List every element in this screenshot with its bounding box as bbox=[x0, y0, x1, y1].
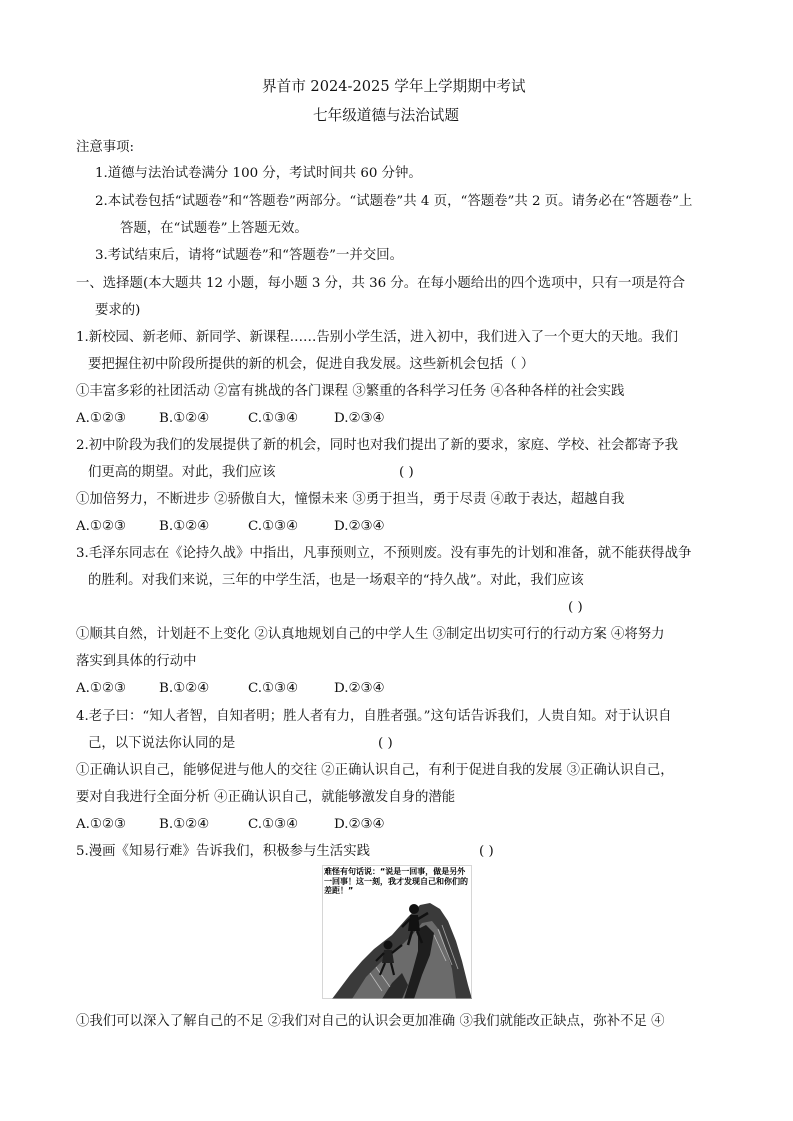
answer-paren: ( ) bbox=[399, 465, 414, 480]
question-stem: 4.老子曰：“知人者智，自知者明；胜人者有力，自胜者强。”这句话告诉我们，人贵自知。对于认识自 bbox=[76, 709, 672, 724]
cartoon-image bbox=[322, 865, 472, 999]
option-a[interactable]: A.①②③ bbox=[76, 681, 126, 696]
question-choices-cont: 落实到具体的行动中 bbox=[76, 654, 197, 669]
option-c[interactable]: C.①③④ bbox=[248, 817, 299, 832]
cartoon-caption: 难怪有句话说：“说是一回事，做是另外一回事！这一刻，我才发现自己和你们的差距！” bbox=[324, 867, 468, 895]
question-choices: ①我们可以深入了解自己的不足 ②我们对自己的认识会更加准确 ③我们就能改正缺点，弥补不足 ④ bbox=[76, 1014, 665, 1029]
notice-item: 答题，在“试题卷”上答题无效。 bbox=[120, 221, 308, 236]
option-d[interactable]: D.②③④ bbox=[334, 411, 385, 426]
question-stem-cont: 要把握住初中阶段所提供的新的机会，促进自我发展。这些新机会包括（ ） bbox=[88, 357, 535, 372]
option-a[interactable]: A.①②③ bbox=[76, 411, 126, 426]
question-stem-cont: 的胜利。对我们来说，三年的中学生活，也是一场艰辛的“持久战”。对此，我们应该 bbox=[88, 573, 584, 588]
option-b[interactable]: B.①②④ bbox=[159, 681, 210, 696]
answer-paren: ( ) bbox=[479, 844, 494, 859]
question-choices: ①顺其自然，计划赶不上变化 ②认真地规划自己的中学人生 ③制定出切实可行的行动方案 ④将努力 bbox=[76, 627, 665, 642]
option-a[interactable]: A.①②③ bbox=[76, 817, 126, 832]
question-choices: ①加倍努力，不断进步 ②骄傲自大，憧憬未来 ③勇于担当，勇于尽责 ④敢于表达，超越自我 bbox=[76, 492, 625, 507]
option-b[interactable]: B.①②④ bbox=[159, 519, 210, 534]
option-d[interactable]: D.②③④ bbox=[334, 519, 385, 534]
question-stem-cont: 己，以下说法你认同的是 bbox=[88, 736, 236, 751]
option-b[interactable]: B.①②④ bbox=[159, 817, 210, 832]
answer-paren: ( ) bbox=[378, 736, 393, 751]
exam-subtitle: 七年级道德与法治试题 bbox=[313, 107, 459, 124]
option-c[interactable]: C.①③④ bbox=[248, 411, 299, 426]
section-heading-cont: 要求的) bbox=[95, 303, 141, 318]
question-stem: 5.漫画《知易行难》告诉我们，积极参与生活实践 bbox=[76, 844, 370, 859]
option-a[interactable]: A.①②③ bbox=[76, 519, 126, 534]
question-stem: 1.新校园、新老师、新同学、新课程……告别小学生活，进入初中，我们进入了一个更大的天地。我们 bbox=[76, 330, 678, 345]
question-stem: 2.初中阶段为我们的发展提供了新的机会，同时也对我们提出了新的要求，家庭、学校、社会都寄予我 bbox=[76, 438, 678, 453]
question-stem-cont: 们更高的期望。对此，我们应该 bbox=[88, 465, 276, 480]
notice-item: 3.考试结束后，请将“试题卷”和“答题卷”一并交回。 bbox=[95, 248, 403, 263]
option-b[interactable]: B.①②④ bbox=[159, 411, 210, 426]
section-heading: 一、选择题(本大题共 12 小题，每小题 3 分，共 36 分。在每小题给出的四个选项中，只有一项是符合 bbox=[76, 276, 685, 291]
question-stem: 3.毛泽东同志在《论持久战》中指出，凡事预则立，不预则废。没有事先的计划和准备，就不能获得战争 bbox=[76, 546, 692, 561]
option-d[interactable]: D.②③④ bbox=[334, 817, 385, 832]
option-d[interactable]: D.②③④ bbox=[334, 681, 385, 696]
option-c[interactable]: C.①③④ bbox=[248, 519, 299, 534]
answer-paren: ( ) bbox=[568, 600, 583, 615]
question-choices: ①丰富多彩的社团活动 ②富有挑战的各门课程 ③繁重的各科学习任务 ④各种各样的社会实践 bbox=[76, 384, 625, 399]
exam-title: 界首市 2024-2025 学年上学期期中考试 bbox=[262, 78, 526, 95]
notice-item: 1.道德与法治试卷满分 100 分，考试时间共 60 分钟。 bbox=[95, 166, 422, 181]
notice-item: 2.本试卷包括“试题卷”和“答题卷”两部分。“试题卷”共 4 页，“答题卷”共 2 页。请务必在“答题卷”上 bbox=[95, 194, 693, 209]
question-choices: ①正确认识自己，能够促进与他人的交往 ②正确认识自己，有利于促进自我的发展 ③正确认识自己， bbox=[76, 763, 674, 778]
question-choices-cont: 要对自我进行全面分析 ④正确认识自己，就能够激发自身的潜能 bbox=[76, 790, 456, 805]
notice-heading: 注意事项: bbox=[76, 140, 135, 155]
option-c[interactable]: C.①③④ bbox=[248, 681, 299, 696]
